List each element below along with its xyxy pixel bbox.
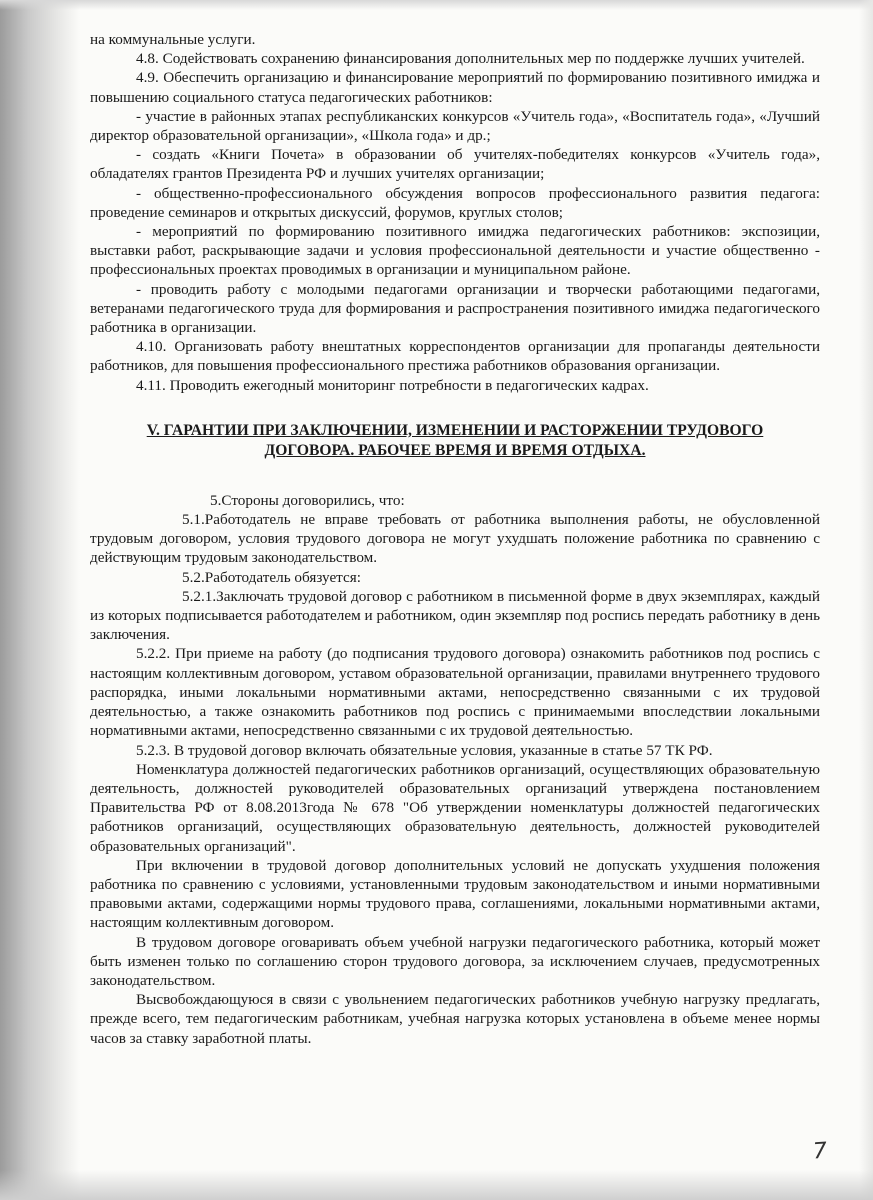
- clause-text: Работодатель не вправе требовать от работника выполнения работы, не обусловленной трудовым договором, условия трудового договора не могут ухудшать положение работника по сравнению с действующим трудовым законодательством.: [90, 511, 820, 567]
- clause-5-2-2: 5.2.2. При приеме на работу (до подписания трудового договора) ознакомить работников под роспись с настоящим коллективным договором, уставом образовательной организации, правилами внутреннего трудового распорядка, иными локальными нормативными актами, непосредственно связанными с их трудовой деятельностью, а также ознакомить работников под роспись с принимаемыми впоследствии локальными нормативными актами, непосредственно связанными с их трудовой деятельностью.: [90, 645, 820, 740]
- clause-text: Работодатель обязуется:: [204, 568, 361, 586]
- list-item-image-events: - мероприятий по формированию позитивного имиджа педагогических работников: экспозиции, выставки работ, раскрывающие задачи и условия профессиональной деятельности и участие общественно - профессиональных проектах проводимых в организации и муниципальном районе.: [90, 223, 820, 279]
- clause-5-1: [90, 510, 820, 568]
- paragraph-nomenclature: Номенклатура должностей педагогических работников организаций, осуществляющих образовательную деятельность, должностей руководителей образовательных организаций утверждена постановлением Правительства РФ от 8.08.2013года № 678 "Об утверждении номенклатуры должностей педагогических работников организаций, осуществляющих образовательную деятельность, должностей руководителей образовательных организаций".: [90, 760, 820, 855]
- paragraph-4-10: 4.10. Организовать работу внештатных корреспондентов организации для пропаганды деятельности работников, для повышения профессионального престижа работников образования организации.: [90, 338, 820, 375]
- list-item-contests: - участие в районных этапах республиканских конкурсов «Учитель года», «Воспитатель года», «Лучший директор образовательной организации», «Школа года» и др.;: [90, 107, 820, 145]
- scan-top-shadow: [0, 0, 873, 10]
- scan-right-edge: [859, 0, 873, 1200]
- paragraph-released-load: Высвобождающуюся в связи с увольнением педагогических работников учебную нагрузку предлагать, прежде всего, тем педагогическим работникам, учебная нагрузка которых установлена в объеме менее нормы часов за ставку заработной платы.: [90, 991, 820, 1047]
- clause-5-2: [90, 568, 820, 587]
- scan-bottom-shadow: [0, 1170, 873, 1200]
- clause-number: 5.2.1.: [182, 587, 217, 605]
- paragraph-4-9: 4.9. Обеспечить организацию и финансирование мероприятий по формированию позитивного имиджа и повышению социального статуса педагогических работников:: [90, 69, 820, 106]
- document-body: [90, 30, 820, 1048]
- clause-number: 5.: [210, 491, 222, 509]
- paragraph-4-8: 4.8. Содействовать сохранению финансирования дополнительных мер по поддержке лучших учителей.: [136, 50, 805, 68]
- paragraph-4-11: 4.11. Проводить ежегодный мониторинг потребности в педагогических кадрах.: [136, 376, 649, 394]
- clause-5: [90, 491, 820, 510]
- page-number: 7: [812, 1138, 828, 1165]
- list-item-discussions: - общественно-профессионального обсуждения вопросов профессионального развития педагога: проведение семинаров и открытых дискуссий, форумов, круглых столов;: [90, 184, 820, 221]
- clause-number: 5.2.: [182, 568, 205, 586]
- clause-5-2-1: [90, 587, 820, 645]
- paragraph-workload: В трудовом договоре оговаривать объем учебной нагрузки педагогического работника, который может быть изменен только по соглашению сторон трудового договора, за исключением случаев, предусмотренных законодательством.: [90, 933, 820, 989]
- scan-binding-shadow: [0, 0, 80, 1200]
- paragraph-additional-conditions: При включении в трудовой договор дополнительных условий не допускать ухудшения положения работника по сравнению с условиями, установленными трудовым законодательством и иными нормативными правовыми актами, содержащими нормы трудового права, соглашениями, локальными нормативными актами, настоящим коллективным договором.: [90, 856, 820, 932]
- list-item-honor-books: - создать «Книги Почета» в образовании об учителях-победителях конкурсов «Учитель года», обладателях грантов Президента РФ и лучших учителях организации;: [90, 146, 820, 183]
- clause-number: 5.1.: [182, 511, 205, 529]
- clause-text: Стороны договорились, что:: [221, 491, 405, 509]
- clause-5-2-3: 5.2.3. В трудовой договор включать обязательные условия, указанные в статье 57 ТК РФ.: [136, 741, 713, 759]
- paragraph-utilities-end: на коммунальные услуги.: [90, 31, 256, 48]
- clause-text: Заключать трудовой договор с работником в письменной форме в двух экземплярах, каждый из которых подписывается работодателем и работником, один экземпляр под роспись передать работнику в день заключения.: [90, 587, 820, 644]
- section-heading: V. ГАРАНТИИ ПРИ ЗАКЛЮЧЕНИИ, ИЗМЕНЕНИИ И РАСТОРЖЕНИИ ТРУДОВОГО ДОГОВОРА. РАБОЧЕЕ ВРЕМЯ И ВРЕМЯ ОТДЫХА.: [146, 421, 764, 459]
- list-item-young-teachers: - проводить работу с молодыми педагогами организации и творчески работающими педагогами, ветеранами педагогического труда для формирования и распространения позитивного имиджа педагогического работника в организации.: [90, 280, 820, 337]
